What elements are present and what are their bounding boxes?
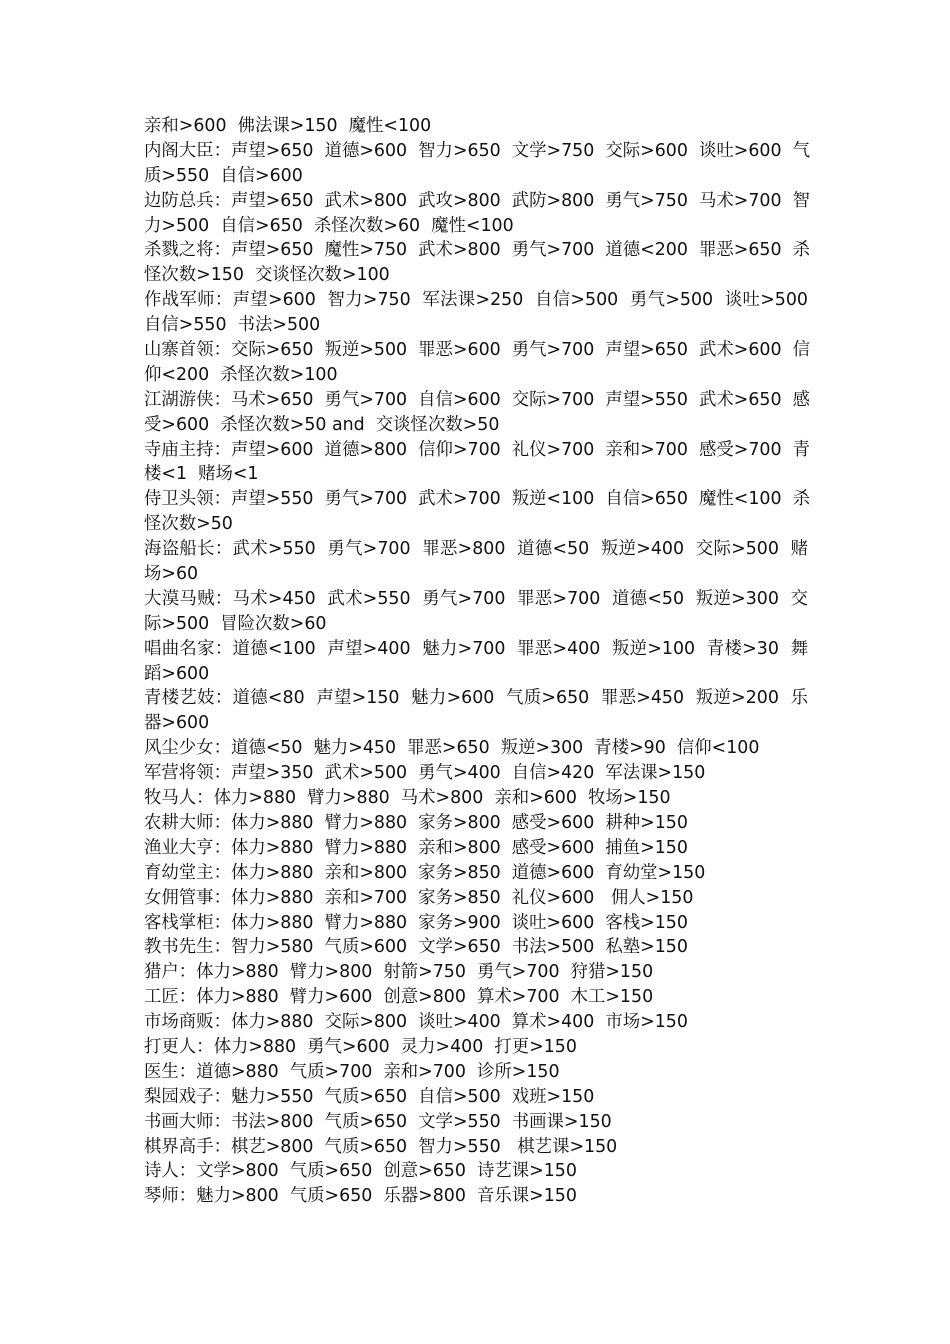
- text-line: 风尘少女：道德<50 魅力>450 罪恶>650 叛逆>300 青楼>90 信仰<100: [144, 738, 760, 759]
- text-line: 力>500 自信>650 杀怪次数>60 魔性<100: [144, 215, 514, 236]
- text-line: 渔业大亨：体力>880 臂力>880 亲和>800 感受>600 捕鱼>150: [144, 837, 688, 858]
- text-line: 大漠马贼：马术>450 武术>550 勇气>700 罪恶>700 道德<50 叛逆>300 交: [144, 588, 808, 609]
- text-line: 育幼堂主：体力>880 亲和>800 家务>850 道德>600 育幼堂>150: [144, 862, 706, 883]
- text-line: 自信>550 书法>500: [144, 315, 321, 336]
- text-line: 打更人：体力>880 勇气>600 灵力>400 打更>150: [144, 1036, 577, 1057]
- text-line: 书画大师：书法>800 气质>650 文学>550 书画课>150: [144, 1111, 612, 1132]
- text-line: 作战军师：声望>600 智力>750 军法课>250 自信>500 勇气>500 谈吐>500: [144, 290, 808, 311]
- document-body: [144, 114, 808, 1209]
- text-line: 怪次数>150 交谈怪次数>100: [144, 265, 390, 286]
- text-line: 怪次数>50: [144, 514, 233, 535]
- text-line: 边防总兵：声望>650 武术>800 武攻>800 武防>800 勇气>750 马术>700 智: [144, 190, 810, 211]
- text-line: 农耕大师：体力>880 臂力>880 家务>800 感受>600 耕种>150: [144, 812, 688, 833]
- text-line: 杀戮之将：声望>650 魔性>750 武术>800 勇气>700 道德<200 罪恶>650 杀: [144, 240, 810, 261]
- text-line: 山寨首领：交际>650 叛逆>500 罪恶>600 勇气>700 声望>650 武术>600 信: [144, 340, 810, 361]
- text-line: 客栈掌柜：体力>880 臂力>880 家务>900 谈吐>600 客栈>150: [144, 912, 688, 933]
- text-line: 市场商贩：体力>880 交际>800 谈吐>400 算术>400 市场>150: [144, 1012, 688, 1033]
- text-line: 蹈>600: [144, 663, 210, 684]
- text-line: 受>600 杀怪次数>50 and 交谈怪次数>50: [144, 414, 500, 435]
- text-line: 江湖游侠：马术>650 勇气>700 自信>600 交际>700 声望>550 武术>650 感: [144, 389, 810, 410]
- text-line: 琴师：魅力>800 气质>650 乐器>800 音乐课>150: [144, 1186, 577, 1207]
- text-line: 寺庙主持：声望>600 道德>800 信仰>700 礼仪>700 亲和>700 感受>700 青: [144, 439, 810, 460]
- text-line: 质>550 自信>600: [144, 165, 303, 186]
- text-line: 猎户：体力>880 臂力>800 射箭>750 勇气>700 狩猎>150: [144, 962, 654, 983]
- text-line: 海盗船长：武术>550 勇气>700 罪恶>800 道德<50 叛逆>400 交际>500 赌: [144, 539, 808, 560]
- text-line: 诗人：文学>800 气质>650 创意>650 诗艺课>150: [144, 1161, 577, 1182]
- text-line: 医生：道德>880 气质>700 亲和>700 诊所>150: [144, 1061, 560, 1082]
- text-line: 际>500 冒险次数>60: [144, 613, 327, 634]
- text-line: 棋界高手：棋艺>800 气质>650 智力>550 棋艺课>150: [144, 1136, 618, 1157]
- text-line: 青楼艺妓：道德<80 声望>150 魅力>600 气质>650 罪恶>450 叛逆>200 乐: [144, 688, 808, 709]
- text-line: 仰<200 杀怪次数>100: [144, 364, 338, 385]
- text-line: 内阁大臣：声望>650 道德>600 智力>650 文学>750 交际>600 谈吐>600 气: [144, 140, 810, 161]
- text-line: 梨园戏子：魅力>550 气质>650 自信>500 戏班>150: [144, 1086, 595, 1107]
- text-line: 侍卫头领：声望>550 勇气>700 武术>700 叛逆<100 自信>650 魔性<100 杀: [144, 489, 810, 510]
- text-line: 场>60: [144, 564, 199, 585]
- text-line: 器>600: [144, 713, 210, 734]
- text-line: 教书先生：智力>580 气质>600 文学>650 书法>500 私塾>150: [144, 937, 688, 958]
- text-line: 楼<1 赌场<1: [144, 464, 259, 485]
- text-line: 亲和>600 佛法课>150 魔性<100: [144, 116, 432, 136]
- text-line: 军营将领：声望>350 武术>500 勇气>400 自信>420 军法课>150: [144, 763, 706, 784]
- text-line: 女佣管事：体力>880 亲和>700 家务>850 礼仪>600 佣人>150: [144, 887, 694, 908]
- text-line: 工匠：体力>880 臂力>600 创意>800 算术>700 木工>150: [144, 987, 654, 1008]
- text-line: 唱曲名家：道德<100 声望>400 魅力>700 罪恶>400 叛逆>100 青楼>30 舞: [144, 638, 808, 659]
- text-line: 牧马人：体力>880 臂力>880 马术>800 亲和>600 牧场>150: [144, 788, 671, 809]
